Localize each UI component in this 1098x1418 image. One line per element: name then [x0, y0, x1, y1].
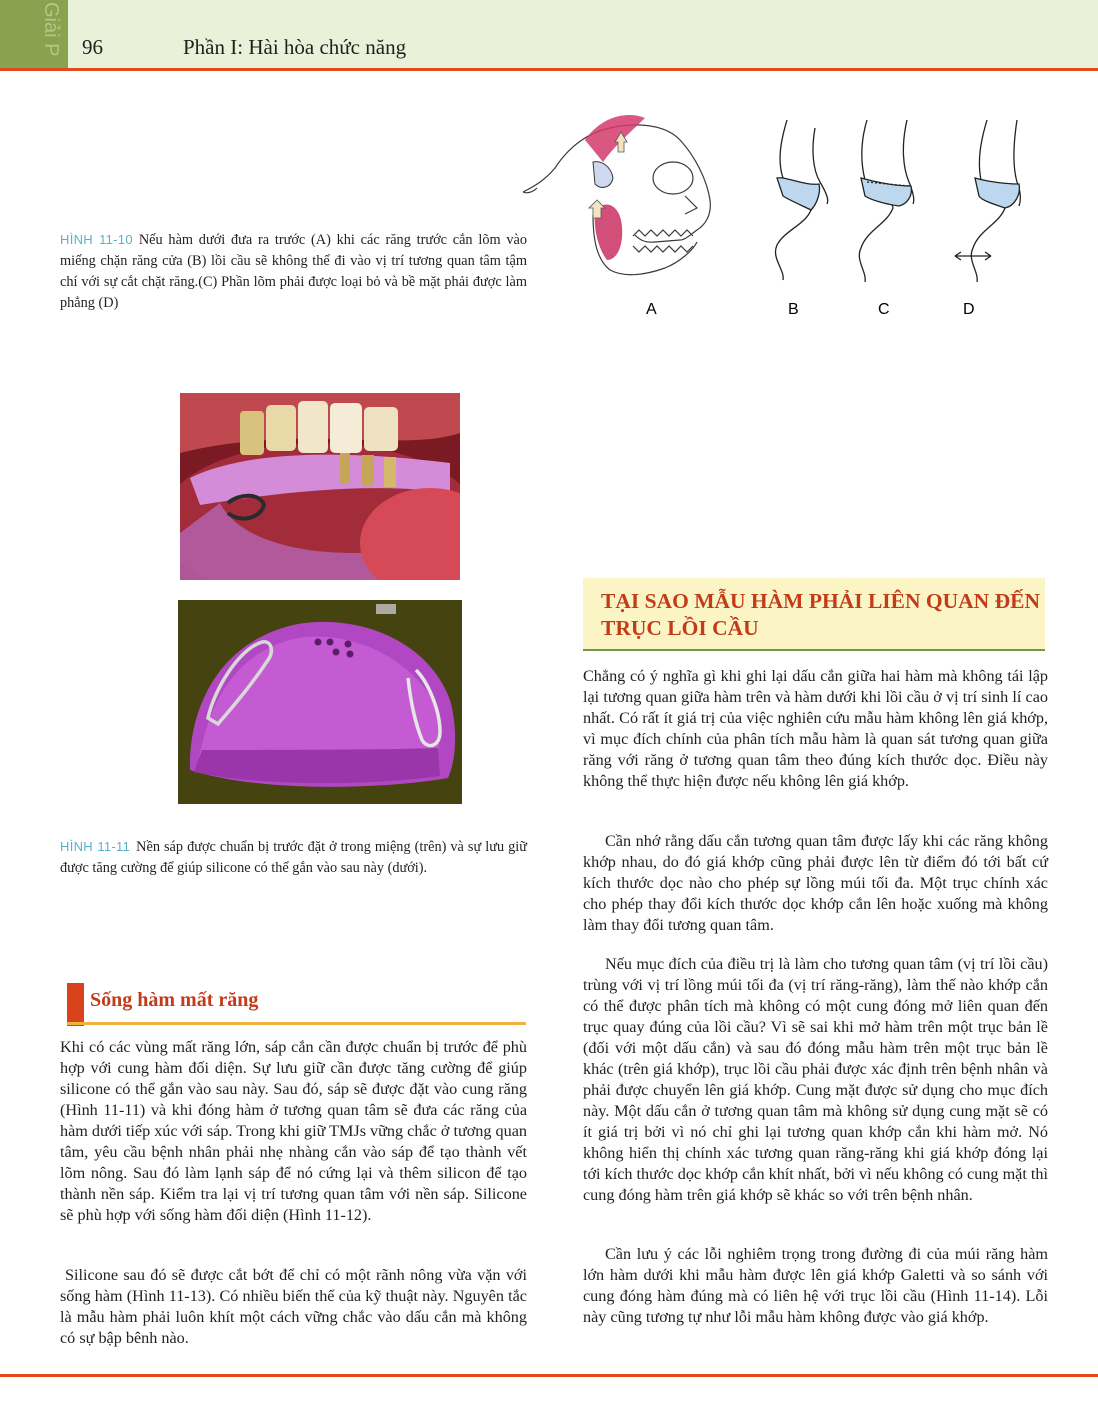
tooth-panel-c — [859, 120, 913, 282]
section-heading-condylar-axis: TẠI SAO MẪU HÀM PHẢI LIÊN QUAN ĐẾN TRỤC LỒI CẦU — [601, 589, 1040, 640]
section-marker — [67, 983, 84, 1026]
figure-label: HÌNH 11-11 — [60, 839, 131, 854]
side-tab-text: Giải P — [40, 2, 62, 57]
figure-11-10-caption — [60, 229, 527, 314]
photo-wax-rim-in-mouth — [180, 393, 460, 580]
muscle-illustration — [585, 115, 645, 260]
paragraph: Silicone sau đó sẽ được cắt bớt để chỉ có một rãnh nông vừa vặn với sống hàm (Hình 11-13). Có nhiều biến thể của kỹ thuật này. Nguyên tắc là mẫu hàm phải luôn khít một cách vững chắc vào dấu cắn mà không có sự bập bênh nào. — [60, 1266, 527, 1347]
figure-11-10-illustration — [515, 100, 1055, 325]
side-tab — [0, 0, 68, 68]
figure-label: HÌNH 11-10 — [60, 232, 133, 247]
paragraph: Chẳng có ý nghĩa gì khi ghi lại dấu cắn giữa hai hàm mà không tái lập lại tương quan giữa hàm trên và hàm dưới khi lồi cầu ở vị trí sinh lí cao nhất. Có rất ít giá trị của việc nghiên cứu mẫu hàm không lên giá khớp, vì mục đích chính của phân tích mẫu hàm là quan sát tương quan giữa răng với răng ở tương quan tâm theo đúng kích thước dọc. Điều này không thể thực hiện được nếu không lên giá khớp. — [583, 667, 1048, 790]
panel-label-d: D — [963, 301, 975, 318]
running-title: Phần I: Hài hòa chức năng — [183, 35, 407, 59]
paragraph: Cần lưu ý các lỗi nghiêm trọng trong đường đi của múi răng hàm lớn hàm dưới khi mẫu hàm được lên giá khớp Galetti và so sánh với cung đóng hàm đúng mà có liên hệ với trục lồi cầu (Hình 11-14). Lỗi này cũng tương tự như lỗi mẫu hàm không được vào giá khớp. — [583, 1245, 1048, 1326]
section-heading-edentulous: Sống hàm mất răng — [90, 989, 259, 1011]
page-number: 96 — [82, 35, 103, 59]
section-rule — [67, 1022, 526, 1025]
paragraph: Cần nhớ rằng dấu cắn tương quan tâm được lấy khi các răng không khớp nhau, do đó giá khớp cũng phải được lên từ điểm đó tới bất cứ kích thước dọc nào cho phép sự lồng múi tối đa. Một trục chính xác cho phép thay đổi kích thước dọc khớp cắn lên hoặc xuống mà không làm thay đổi tương quan tâm. — [583, 832, 1048, 934]
tooth-panel-b — [775, 120, 827, 280]
caption-text: Nền sáp được chuẩn bị trước đặt ở trong miệng (trên) và sự lưu giữ được tăng cường để giúp silicone có thể gắn vào sau này (dưới). — [60, 839, 527, 876]
header-rule — [0, 68, 1098, 71]
header-band — [0, 0, 1098, 68]
figure-11-11-caption — [60, 836, 527, 879]
tooth-panel-d — [955, 120, 1020, 282]
paragraph: Khi có các vùng mất răng lớn, sáp cắn cần được chuẩn bị trước để phù hợp với cung hàm đối diện. Sự lưu giữ cần được tăng cường để giúp silicone có thể gắn vào sau này. Sau đó, sáp sẽ được đặt vào cung răng (Hình 11-11) và khi đóng hàm ở tương quan tâm sẽ đưa các răng của hàm dưới tiếp xúc với sáp. Trong khi giữ TMJs vững chắc ở tương quan tâm, yêu cầu bệnh nhân phải nhẹ nhàng cắn vào sáp để tạo thành vết lõm nông. Sau đó làm lạnh sáp để nó cứng lại và thêm silicon để tạo thành nền sáp. Kiểm tra lại vị trí tương quan tâm với nền sáp. Silicone sẽ phù hợp với sống hàm đối diện (Hình 11-12). — [60, 1038, 527, 1224]
panel-label-b: B — [788, 301, 799, 318]
paragraph: Nếu mục đích của điều trị là làm cho tương quan tâm (vị trí lồi cầu) trùng với vị trí lồng múi tối đa (vị trí răng-răng), làm thế nào khớp cắn có thể được phân tích mà không có một cung đóng mở liên quan đến trục quay đúng của lồi cầu? Vì sẽ sai khi mở hàm trên một trục bản lề (đối với một dấu cắn) và sau đó đóng mẫu hàm trên một trục bản lề khác (trên giá khớp), trục lồi cầu phải được xác định trên bệnh nhân và phải được chuyển lên giá khớp. Cung mặt được sử dụng cho mục đích này. Một dấu cắn ở tương quan tâm mà không sử dụng cung mặt sẽ có ít giá trị bởi vì nó chỉ ghi lại tương quan khớp cắn khi hàm mở. Nó không hiển thị chính xác tương quan răng-răng khi giá khớp đóng lại tới kích thước dọc khớp cắn khít nhất, bởi vì nếu không có cung mặt thì cung đóng hàm trên giá khớp sẽ khác so với trên bệnh nhân. — [583, 955, 1048, 1204]
caption-text: Nếu hàm dưới đưa ra trước (A) khi các răng trước cắn lõm vào miếng chặn răng cửa (B) lồi cầu sẽ không thể đi vào vị trí tương quan tâm tậm chí với sự cắt chặt răng.(C) Phần lõm phải được loại bỏ và bề mặt phải được làm phẳng (D) — [60, 232, 527, 311]
footer-rule — [0, 1374, 1098, 1377]
panel-label-a: A — [646, 301, 657, 318]
photo-wax-base — [178, 600, 462, 804]
section-rule — [583, 649, 1045, 651]
panel-label-c: C — [878, 301, 890, 318]
